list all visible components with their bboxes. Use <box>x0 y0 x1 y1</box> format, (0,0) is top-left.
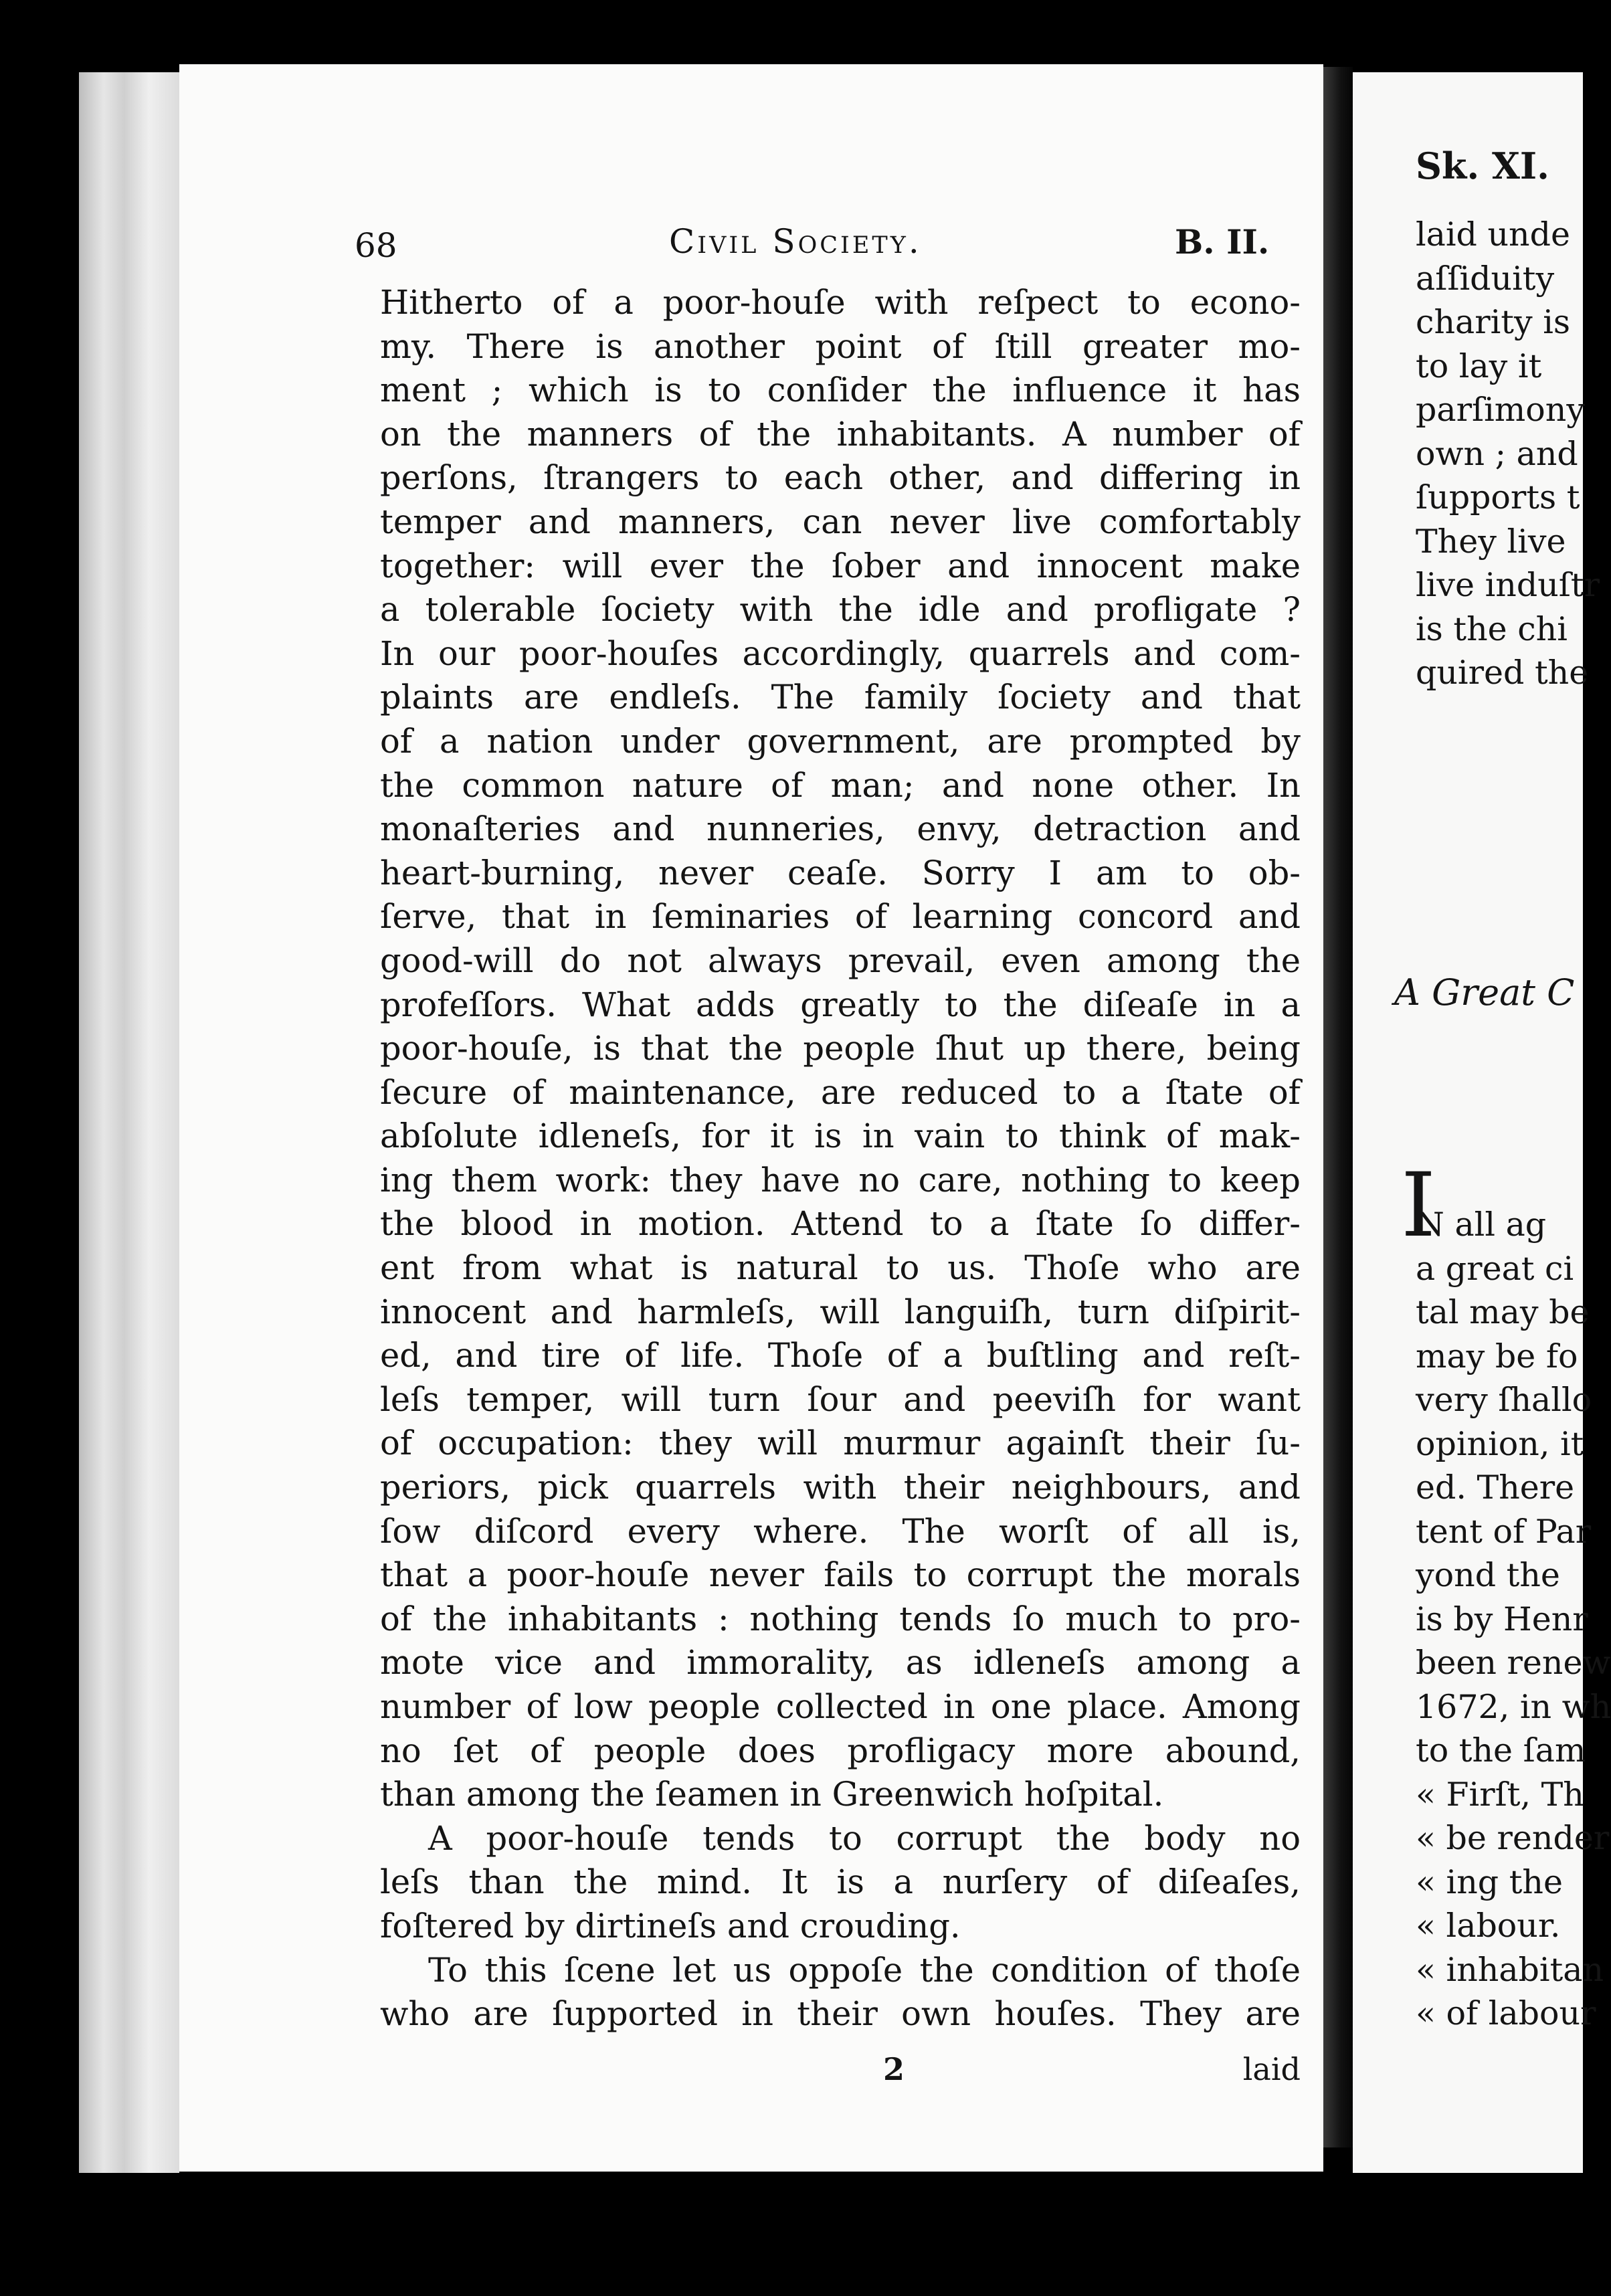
text-line: To this ſcene let us oppoſe the condition of thoſe <box>428 1950 1301 1990</box>
text-line: heart-burning, never ceaſe. Sorry I am to ob- <box>380 853 1301 892</box>
text-line: number of low people collected in one place. Among <box>380 1687 1301 1726</box>
text-line: together: will ever the ſober and innocent make <box>380 546 1301 585</box>
text-line: poor-houſe, is that the people ſhut up there, being <box>380 1029 1301 1068</box>
text-line: ſow diſcord every where. The worſt of all is, <box>380 1511 1301 1551</box>
catchword-row <box>380 2051 1301 2091</box>
book-gutter <box>1323 67 1353 2147</box>
page-number: 68 <box>355 226 397 265</box>
text-line: In our poor-houſes accordingly, quarrels and com- <box>380 634 1301 673</box>
text-line: ed. There <box>1416 1468 1575 1507</box>
book-reference: B. II. <box>1175 222 1270 262</box>
text-line: « labour. <box>1416 1907 1561 1945</box>
text-line: mote vice and immorality, as idleneſs among a <box>380 1643 1301 1683</box>
text-line: « ing the <box>1416 1862 1563 1901</box>
text-line: « of labour <box>1416 1994 1596 2032</box>
text-line: « Firſt, Th <box>1416 1775 1584 1814</box>
text-line: may be fo <box>1416 1337 1578 1375</box>
text-line: who are ſupported in their own houſes. They are <box>380 1994 1301 2034</box>
text-line: N all ag <box>1416 1206 1547 1244</box>
text-line: « inhabitan <box>1416 1950 1604 1989</box>
text-line: ent from what is natural to us. Thoſe who are <box>380 1248 1301 1288</box>
text-line: a tolerable ſociety with the idle and profligate ? <box>380 590 1301 630</box>
text-line: to the ſam <box>1416 1731 1586 1769</box>
text-line: live induſtr <box>1416 566 1600 604</box>
catchword: laid <box>1242 2051 1301 2087</box>
text-line: They live <box>1416 522 1566 561</box>
text-line: ment ; which is to conſider the influence it has <box>380 371 1301 410</box>
text-line: of the inhabitants : nothing tends ſo much to pro- <box>380 1599 1301 1638</box>
text-line: plaints are endleſs. The family ſociety and that <box>380 678 1301 717</box>
text-line: leſs temper, will turn ſour and peeviſh for want <box>380 1379 1301 1419</box>
text-line: than among the ſeamen in Greenwich hoſpital. <box>380 1775 1164 1814</box>
text-line: very ſhallo <box>1416 1381 1592 1419</box>
text-line: the blood in motion. Attend to a ſtate ſo differ- <box>380 1204 1301 1244</box>
text-line: laid unde <box>1416 215 1570 254</box>
text-line: foſtered by dirtineſs and crouding. <box>380 1906 961 1945</box>
text-line: abſolute idleneſs, for it is in vain to think of mak- <box>380 1117 1301 1156</box>
right-page-text-top <box>1416 213 1600 695</box>
text-line: A poor-houſe tends to corrupt the body no <box>428 1818 1301 1858</box>
text-line: is the chi <box>1416 609 1568 648</box>
text-line: perſons, ſtrangers to each other, and differing in <box>380 458 1301 498</box>
text-line: ſupports t <box>1416 478 1580 516</box>
text-line: ſerve, that in ſeminaries of learning concord and <box>380 897 1301 937</box>
text-line: monaſteries and nunneries, envy, detraction and <box>380 809 1301 849</box>
text-line: opinion, it <box>1416 1424 1584 1463</box>
text-line: leſs than the mind. It is a nurſery of diſeaſes, <box>380 1862 1301 1902</box>
text-line: « be render <box>1416 1819 1610 1857</box>
text-line: charity is <box>1416 303 1571 341</box>
text-line: tent of Par <box>1416 1512 1592 1551</box>
right-page-header: Sk. XI. <box>1416 145 1549 187</box>
text-line: ſecure of maintenance, are reduced to a ſtate of <box>380 1072 1301 1112</box>
section-heading: A Great C <box>1394 971 1575 1014</box>
text-line: aſſiduity <box>1416 259 1555 298</box>
text-line: 1672, in wh <box>1416 1687 1611 1726</box>
text-line: that a poor-houſe never fails to corrupt the morals <box>380 1555 1301 1595</box>
text-line: Hitherto of a poor-houſe with reſpect to econo- <box>380 283 1301 322</box>
text-line: been renew <box>1416 1644 1611 1682</box>
text-line: on the manners of the inhabitants. A number of <box>380 414 1301 454</box>
text-line: a great ci <box>1416 1249 1574 1288</box>
text-line: is by Henr <box>1416 1600 1588 1638</box>
page-edge-left <box>79 72 179 2173</box>
running-title: Civil Society. <box>669 222 922 261</box>
text-line: good-will do not always prevail, even among the <box>380 941 1301 980</box>
text-line: ing them work: they have no care, nothing to keep <box>380 1160 1301 1200</box>
right-page <box>1353 72 1611 2173</box>
signature-mark: 2 <box>883 2051 905 2087</box>
drop-initial: I <box>1401 1154 1436 1257</box>
text-line: ed, and tire of life. Thoſe of a buſtling and reſt- <box>380 1336 1301 1375</box>
text-line: own ; and <box>1416 434 1578 473</box>
text-line: the common nature of man; and none other. In <box>380 765 1301 805</box>
text-line: my. There is another point of ſtill greater mo- <box>380 326 1301 366</box>
text-line: no ſet of people does profligacy more abound, <box>380 1731 1301 1770</box>
body-text <box>380 281 1301 2036</box>
text-line: profeſſors. What adds greatly to the diſeaſe in a <box>380 985 1301 1024</box>
text-line: periors, pick quarrels with their neighbours, and <box>380 1468 1301 1507</box>
text-line: parſimony <box>1416 391 1586 429</box>
text-line: of occupation: they will murmur againſt their ſu- <box>380 1424 1301 1463</box>
text-line: to lay it <box>1416 347 1542 385</box>
text-line: temper and manners, can never live comfortably <box>380 502 1301 541</box>
right-page-text-bottom <box>1416 1203 1611 2036</box>
text-line: innocent and harmleſs, will languiſh, turn diſpirit- <box>380 1292 1301 1331</box>
text-line: yond the <box>1416 1556 1560 1594</box>
text-line: quired the <box>1416 654 1589 692</box>
text-line: of a nation under government, are prompted by <box>380 721 1301 761</box>
text-line: tal may be <box>1416 1293 1590 1331</box>
